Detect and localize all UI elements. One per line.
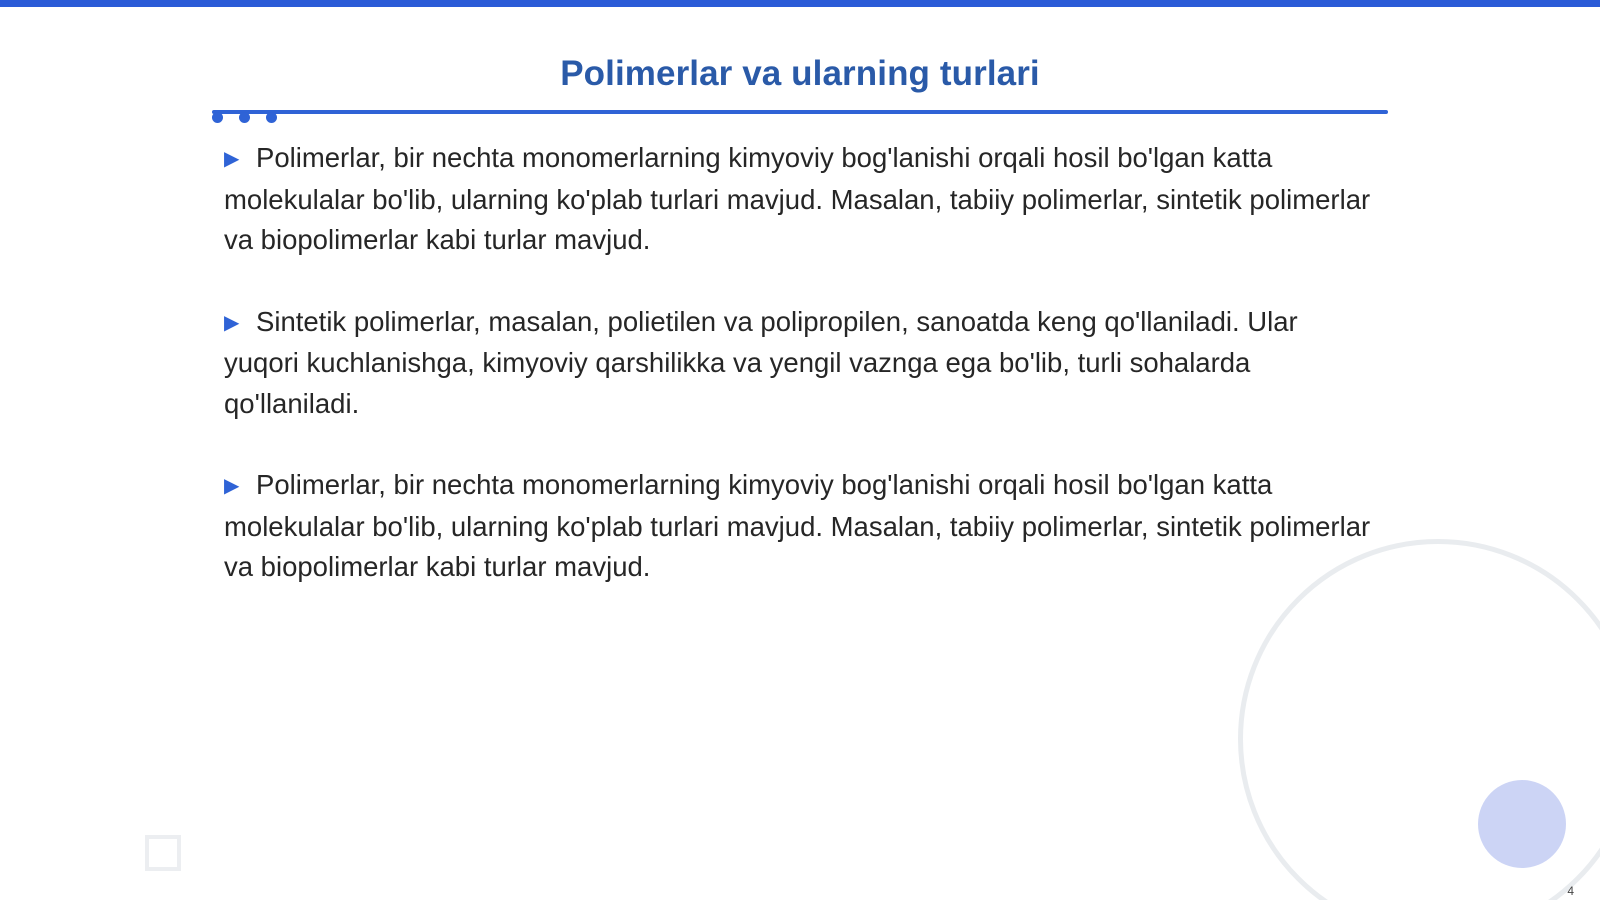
decor-circle (1478, 780, 1566, 868)
bullet-item (224, 302, 1374, 425)
bullet-item (224, 465, 1374, 588)
bullet-text: Polimerlar, bir nechta monomerlarning kimyoviy bog'lanishi orqali hosil bo'lgan katta molekulalar bo'lib, ularning ko'plab turlari mavjud. Masalan, tabiiy polimerlar, sintetik polimerlar va biopolimerlar kabi turlar mavjud. (224, 469, 1371, 582)
top-accent-bar (0, 0, 1600, 7)
decor-square (145, 835, 181, 871)
triangle-right-icon: ▶ (224, 311, 240, 334)
decor-dot (266, 112, 277, 123)
title-underline (212, 110, 1388, 114)
decor-dot (239, 112, 250, 123)
triangle-right-icon: ▶ (224, 148, 240, 170)
triangle-right-icon: ▶ (224, 475, 240, 497)
page-number: 4 (1567, 884, 1574, 898)
bullet-list (224, 138, 1374, 629)
bullet-item (224, 138, 1374, 261)
bullet-text: Polimerlar, bir nechta monomerlarning kimyoviy bog'lanishi orqali hosil bo'lgan katta molekulalar bo'lib, ularning ko'plab turlari mavjud. Masalan, tabiiy polimerlar, sintetik polimerlar va biopolimerlar kabi turlar mavjud. (224, 142, 1371, 255)
slide-title: Polimerlar va ularning turlari (560, 54, 1040, 93)
decor-dot (212, 112, 223, 123)
bullet-text: Sintetik polimerlar, masalan, polietilen va polipropilen, sanoatda keng qo'llaniladi. Ular yuqori kuchlanishga, kimyoviy qarshilikka va yengil vaznga ega bo'lib, turli sohalarda qo'llaniladi. (224, 305, 1298, 419)
